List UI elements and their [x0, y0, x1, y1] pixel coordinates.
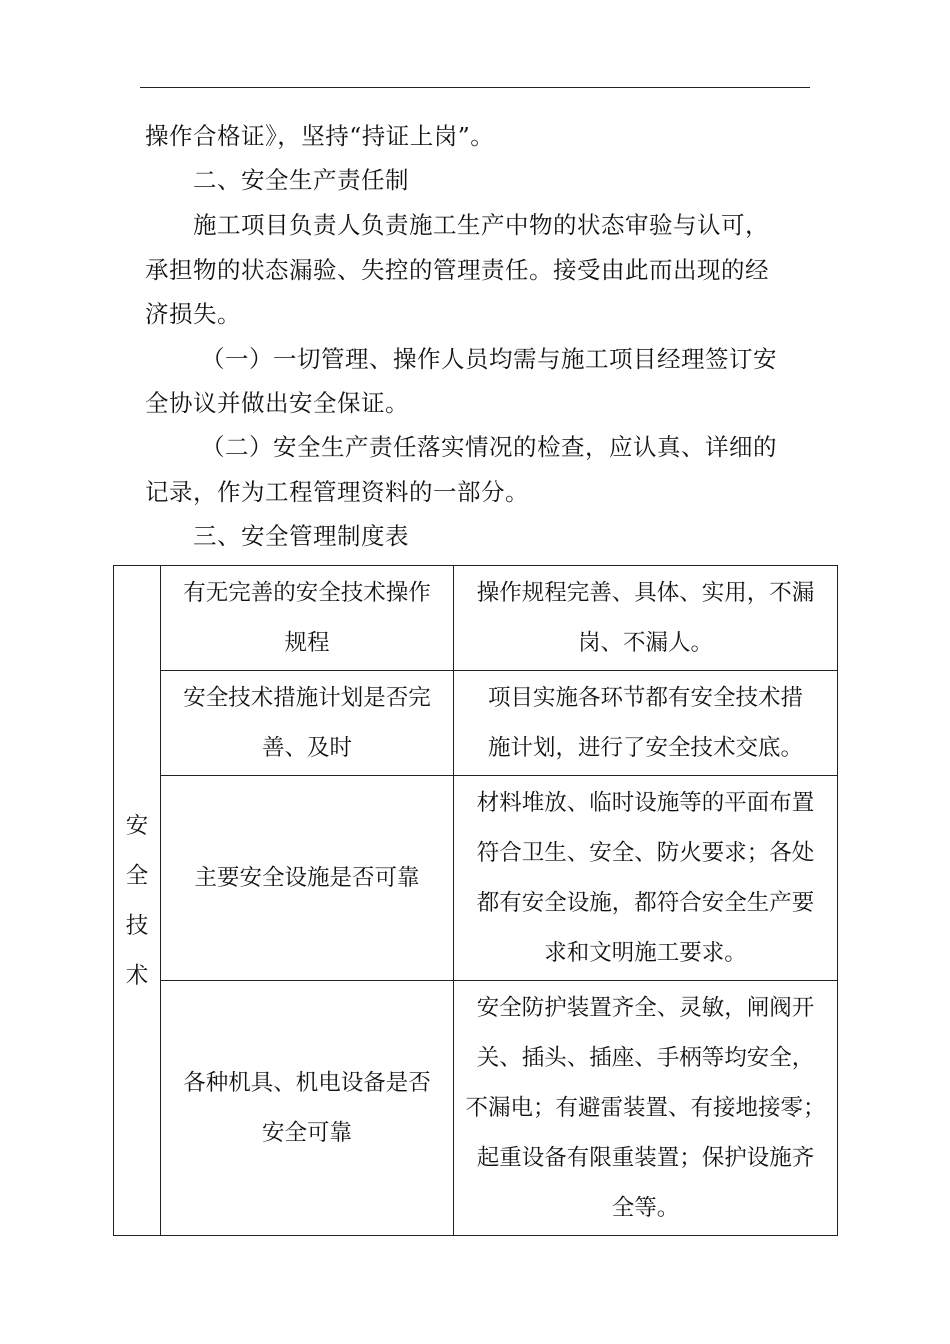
- requirement-cell: [453, 671, 837, 776]
- cell-line: 项目实施各环节都有安全技术措: [487, 685, 803, 711]
- category-cell: [114, 566, 161, 1236]
- cell-line: 全等。: [611, 1195, 680, 1221]
- cell-line: 起重设备有限重装置；保护设施齐: [476, 1145, 815, 1171]
- cell-line: 关、插头、插座、手柄等均安全，: [476, 1045, 815, 1071]
- cell-line: 不漏电；有避雷装置、有接地接零；: [465, 1095, 826, 1121]
- category-char: 术: [125, 962, 149, 989]
- category-char: 全: [125, 862, 149, 889]
- cell-line: 都有安全设施，都符合安全生产要: [476, 890, 815, 916]
- table-row: [114, 566, 838, 671]
- cell-line: 规程: [284, 630, 330, 656]
- paragraph-line: 济损失。: [145, 300, 241, 328]
- check-item-cell: [161, 671, 454, 776]
- paragraph-line: （二）安全生产责任落实情况的检查，应认真、详细的: [201, 433, 777, 461]
- table-row: [114, 671, 838, 776]
- cell-line: 岗、不漏人。: [577, 630, 713, 656]
- paragraph-line: 承担物的状态漏验、失控的管理责任。接受由此而出现的经: [145, 256, 769, 284]
- cell-line: 安全技术措施计划是否完: [183, 685, 431, 711]
- check-item-cell: [161, 981, 454, 1236]
- paragraph-line: 记录，作为工程管理资料的一部分。: [145, 478, 529, 506]
- paragraph-line: 施工项目负责人负责施工生产中物的状态审验与认可，: [193, 211, 769, 239]
- requirement-cell: [453, 981, 837, 1236]
- cell-line: 主要安全设施是否可靠: [194, 865, 420, 891]
- check-item-cell: [161, 566, 454, 671]
- safety-management-table: [113, 565, 838, 1236]
- cell-line: 各种机具、机电设备是否: [183, 1070, 431, 1096]
- table-row: [114, 981, 838, 1236]
- paragraph-line: （一）一切管理、操作人员均需与施工项目经理签订安: [201, 345, 777, 373]
- section-heading-responsibility: 二、安全生产责任制: [193, 166, 409, 194]
- cell-line: 符合卫生、安全、防火要求；各处: [476, 840, 815, 866]
- cell-line: 求和文明施工要求。: [544, 940, 747, 966]
- category-char: 技: [125, 912, 149, 939]
- cell-line: 施计划，进行了安全技术交底。: [487, 735, 803, 761]
- cell-line: 有无完善的安全技术操作: [183, 580, 431, 606]
- table-row: [114, 776, 838, 981]
- cell-line: 操作规程完善、具体、实用，不漏: [476, 580, 815, 606]
- cell-line: 安全防护装置齐全、灵敏，闸阀开: [476, 995, 815, 1021]
- cell-line: 善、及时: [262, 735, 353, 761]
- header-rule: [140, 87, 810, 88]
- cell-line: 材料堆放、临时设施等的平面布置: [476, 790, 815, 816]
- requirement-cell: [453, 566, 837, 671]
- category-char: 安: [125, 812, 149, 839]
- cell-line: 安全可靠: [262, 1120, 353, 1146]
- check-item-cell: [161, 776, 454, 981]
- section-heading-table: 三、安全管理制度表: [193, 522, 409, 550]
- requirement-cell: [453, 776, 837, 981]
- paragraph-line: 操作合格证》，坚持“持证上岗”。: [145, 122, 495, 150]
- paragraph-line: 全协议并做出安全保证。: [145, 389, 409, 417]
